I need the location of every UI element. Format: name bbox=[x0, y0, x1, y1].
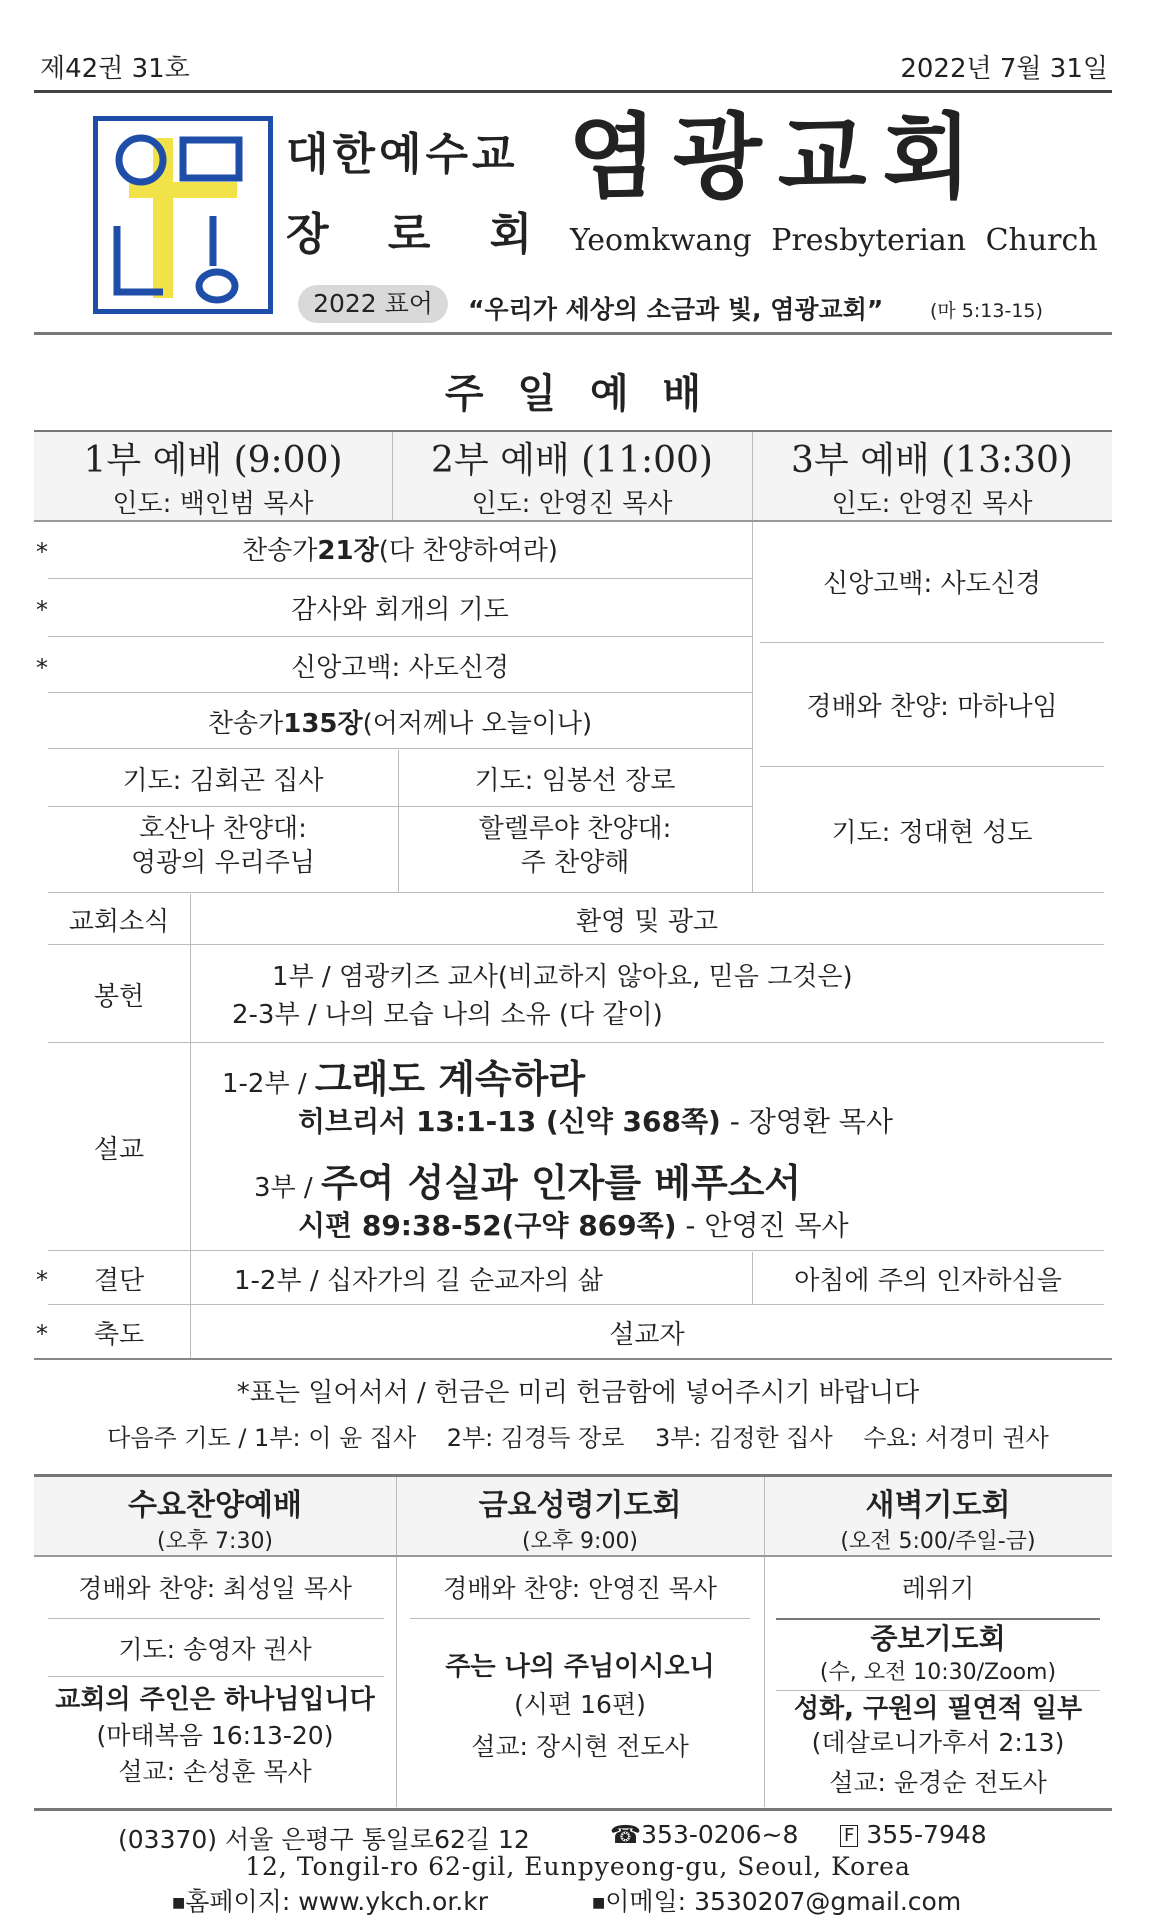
homepage bbox=[172, 1882, 488, 1918]
resolve-service-3: 아침에 주의 인자하심을 bbox=[794, 1265, 1062, 1296]
bullet-icon: ■ bbox=[172, 1895, 186, 1911]
fax bbox=[840, 1820, 987, 1849]
motto-reference: (마 5:13-15) bbox=[930, 300, 1043, 322]
stand-mark: * bbox=[36, 654, 48, 682]
praise-3: 경배와 찬양: 마하나임 bbox=[806, 691, 1058, 722]
homepage-label: 홈페이지: bbox=[185, 1887, 291, 1916]
divider bbox=[760, 766, 1104, 767]
sermon-2-scripture bbox=[298, 1204, 849, 1244]
dawn-sermon bbox=[764, 1692, 1112, 1800]
prayer-3: 기도: 정대현 성도 bbox=[831, 817, 1033, 848]
hymn-2-prefix: 찬송가 bbox=[207, 708, 284, 739]
divider bbox=[48, 892, 1104, 893]
address: (03370) 서울 은평구 통일로62길 12 bbox=[118, 1825, 530, 1854]
email bbox=[592, 1882, 961, 1918]
choir-service-2 bbox=[398, 812, 752, 880]
divider bbox=[190, 894, 191, 1360]
stand-mark: * bbox=[36, 538, 48, 566]
friday-sermon-ref: (시편 16편) bbox=[514, 1690, 646, 1719]
sermon-1-text: 히브리서 13:1-13 (신약 368쪽) bbox=[298, 1105, 721, 1138]
choir-2-name: 할렐루야 찬양대: bbox=[478, 814, 672, 844]
dawn-header bbox=[764, 1480, 1112, 1555]
divider bbox=[34, 1555, 1112, 1557]
wednesday-preacher: 설교: 손성훈 목사 bbox=[118, 1757, 312, 1786]
friday-header bbox=[396, 1480, 764, 1555]
divider bbox=[48, 1250, 1104, 1251]
issue-number: 제42권 31호 bbox=[40, 54, 190, 84]
email-address[interactable]: 3530207@gmail.com bbox=[694, 1887, 962, 1916]
hymn-1-number: 21장 bbox=[317, 535, 379, 566]
motto-badge-label: 2022 표어 bbox=[313, 289, 433, 318]
wednesday-header bbox=[34, 1480, 396, 1555]
section-title-sunday: 주 일 예 배 bbox=[444, 371, 712, 417]
bullet-icon: ■ bbox=[592, 1895, 606, 1911]
phone-icon: ☎ bbox=[610, 1820, 642, 1849]
header-bottom-rule bbox=[34, 332, 1112, 335]
wednesday-title: 수요찬양예배 bbox=[128, 1488, 302, 1523]
divider bbox=[48, 636, 752, 637]
friday-title: 금요성령기도회 bbox=[478, 1488, 682, 1523]
service-2-leader: 인도: 안영진 목사 bbox=[471, 488, 673, 519]
address-english: 12, Tongil-ro 62-gil, Eunpyeong-gu, Seoul, Korea bbox=[245, 1852, 911, 1881]
dawn-sermon-ref: (데살로니가후서 2:13) bbox=[811, 1728, 1065, 1757]
service-2-name: 2부 예배 (11:00) bbox=[431, 439, 713, 481]
resolve-label: 결단 bbox=[93, 1265, 145, 1296]
news-content: 환영 및 광고 bbox=[575, 906, 719, 937]
divider bbox=[776, 1690, 1100, 1691]
sermon-2-text: 시편 89:38-52(구약 869쪽) bbox=[298, 1209, 677, 1242]
wednesday-praise: 경배와 찬양: 최성일 목사 bbox=[78, 1574, 352, 1603]
confession-prayer: 감사와 회개의 기도 bbox=[291, 594, 509, 625]
hymn-2 bbox=[48, 694, 752, 748]
dawn-book: 레위기 bbox=[901, 1574, 975, 1603]
phone-number: 353-0206~8 bbox=[641, 1820, 799, 1849]
hymn-1 bbox=[48, 522, 752, 574]
email-label: 이메일: bbox=[605, 1887, 687, 1916]
divider bbox=[760, 642, 1104, 643]
intercession-title: 중보기도회 bbox=[870, 1622, 1006, 1655]
sermon-label: 설교 bbox=[93, 1134, 145, 1165]
sermon-2 bbox=[254, 1152, 801, 1207]
divider bbox=[48, 944, 1104, 945]
dawn-preacher: 설교: 윤경순 전도사 bbox=[829, 1768, 1047, 1797]
denomination-line1: 대한예수교 bbox=[286, 129, 519, 180]
divider bbox=[48, 1304, 1104, 1305]
divider bbox=[48, 692, 752, 693]
fax-number: 355-7948 bbox=[866, 1820, 987, 1849]
friday-sermon bbox=[396, 1648, 764, 1766]
church-motto: “우리가 세상의 소금과 빛, 염광교회” bbox=[468, 295, 884, 324]
header-rule bbox=[34, 90, 1112, 93]
friday-sermon-title: 주는 나의 주님이시오니 bbox=[445, 1652, 715, 1682]
hymn-1-title: (다 찬양하여라) bbox=[378, 535, 558, 566]
divider bbox=[776, 1618, 1100, 1620]
creed-3: 신앙고백: 사도신경 bbox=[823, 568, 1041, 599]
prayer-service-2: 기도: 임봉선 장로 bbox=[474, 765, 676, 796]
friday-preacher: 설교: 장시현 전도사 bbox=[471, 1732, 689, 1761]
fax-icon: F bbox=[840, 1825, 858, 1847]
choir-2-song: 주 찬양해 bbox=[520, 848, 630, 878]
offering-label: 봉헌 bbox=[93, 981, 145, 1012]
friday-time: (오후 9:00) bbox=[521, 1529, 639, 1554]
church-name: 염광교회 bbox=[568, 104, 988, 211]
sermon-1-scripture bbox=[298, 1100, 893, 1140]
stand-mark: * bbox=[36, 1266, 48, 1294]
divider bbox=[48, 1618, 384, 1619]
dawn-time: (오전 5:00/주일-금) bbox=[840, 1529, 1036, 1554]
wednesday-sermon-title: 교회의 주인은 하나님입니다 bbox=[55, 1685, 375, 1715]
divider bbox=[34, 1808, 1112, 1811]
creed-12: 신앙고백: 사도신경 bbox=[291, 652, 509, 683]
church-name-english: Yeomkwang Presbyterian Church bbox=[570, 223, 1098, 258]
motto-badge bbox=[298, 285, 448, 323]
divider bbox=[48, 748, 752, 749]
divider bbox=[48, 1676, 384, 1677]
standing-note: *표는 일어서서 / 헌금은 미리 헌금함에 넣어주시기 바랍니다 bbox=[236, 1378, 920, 1408]
next-week-prayer: 다음주 기도 / 1부: 이 윤 집사 2부: 김경득 장로 3부: 김정한 집사 수요: 서경미 권사 bbox=[107, 1424, 1049, 1452]
divider bbox=[48, 1042, 1104, 1043]
stand-mark: * bbox=[36, 596, 48, 624]
sermon-1-part: 1-2부 / bbox=[222, 1069, 315, 1099]
church-logo bbox=[93, 116, 273, 314]
hymn-2-title: (어저께나 오늘이나) bbox=[362, 708, 593, 739]
wednesday-sermon-ref: (마태복음 16:13-20) bbox=[96, 1721, 334, 1750]
choir-service-1 bbox=[48, 812, 398, 880]
sermon-1-preacher: - 장영환 목사 bbox=[720, 1105, 893, 1138]
wednesday-prayer: 기도: 송영자 권사 bbox=[118, 1635, 312, 1664]
benediction: 설교자 bbox=[609, 1319, 685, 1350]
sermon-1 bbox=[222, 1048, 585, 1103]
wednesday-sermon bbox=[34, 1682, 396, 1790]
intercession-time: (수, 오전 10:30/Zoom) bbox=[819, 1660, 1057, 1685]
offering-service-23: 2-3부 / 나의 모습 나의 소유 (다 같이) bbox=[232, 1000, 663, 1030]
sermon-2-preacher: - 안영진 목사 bbox=[676, 1209, 849, 1242]
news-label: 교회소식 bbox=[68, 906, 170, 937]
service-3-name: 3부 예배 (13:30) bbox=[791, 439, 1073, 481]
benediction-label: 축도 bbox=[93, 1319, 145, 1350]
stand-mark: * bbox=[36, 1320, 48, 1348]
divider bbox=[48, 806, 752, 807]
choir-1-name: 호산나 찬양대: bbox=[139, 814, 307, 844]
sermon-1-title: 그래도 계속하라 bbox=[314, 1057, 586, 1101]
hymn-1-prefix: 찬송가 bbox=[242, 535, 318, 566]
divider bbox=[48, 578, 752, 579]
choir-1-song: 영광의 우리주님 bbox=[130, 848, 316, 878]
prayer-service-1: 기도: 김회곤 집사 bbox=[122, 765, 324, 796]
dawn-sermon-title: 성화, 구원의 필연적 일부 bbox=[793, 1694, 1083, 1724]
offering-service-1: 1부 / 염광키즈 교사(비교하지 않아요, 믿음 그것은) bbox=[272, 962, 853, 992]
sermon-2-title: 주여 성실과 인자를 베푸소서 bbox=[320, 1161, 802, 1205]
hymn-2-number: 135장 bbox=[283, 708, 363, 739]
service-1-name: 1부 예배 (9:00) bbox=[83, 439, 343, 481]
friday-praise: 경배와 찬양: 안영진 목사 bbox=[443, 1574, 717, 1603]
dawn-title: 새벽기도회 bbox=[865, 1488, 1011, 1523]
divider bbox=[410, 1618, 750, 1619]
wednesday-time: (오후 7:30) bbox=[156, 1529, 274, 1554]
homepage-url[interactable]: www.ykch.or.kr bbox=[298, 1887, 489, 1916]
divider bbox=[34, 1358, 1112, 1360]
phone bbox=[610, 1820, 798, 1849]
issue-date: 2022년 7월 31일 bbox=[900, 54, 1108, 84]
service-3-leader: 인도: 안영진 목사 bbox=[831, 488, 1033, 519]
intercession bbox=[764, 1622, 1112, 1690]
sermon-2-part: 3부 / bbox=[254, 1173, 321, 1203]
resolve-service-12: 1-2부 / 십자가의 길 순교자의 삶 bbox=[234, 1266, 603, 1296]
service-1-leader: 인도: 백인범 목사 bbox=[112, 488, 314, 519]
denomination-line2: 장 로 회 bbox=[286, 209, 555, 260]
